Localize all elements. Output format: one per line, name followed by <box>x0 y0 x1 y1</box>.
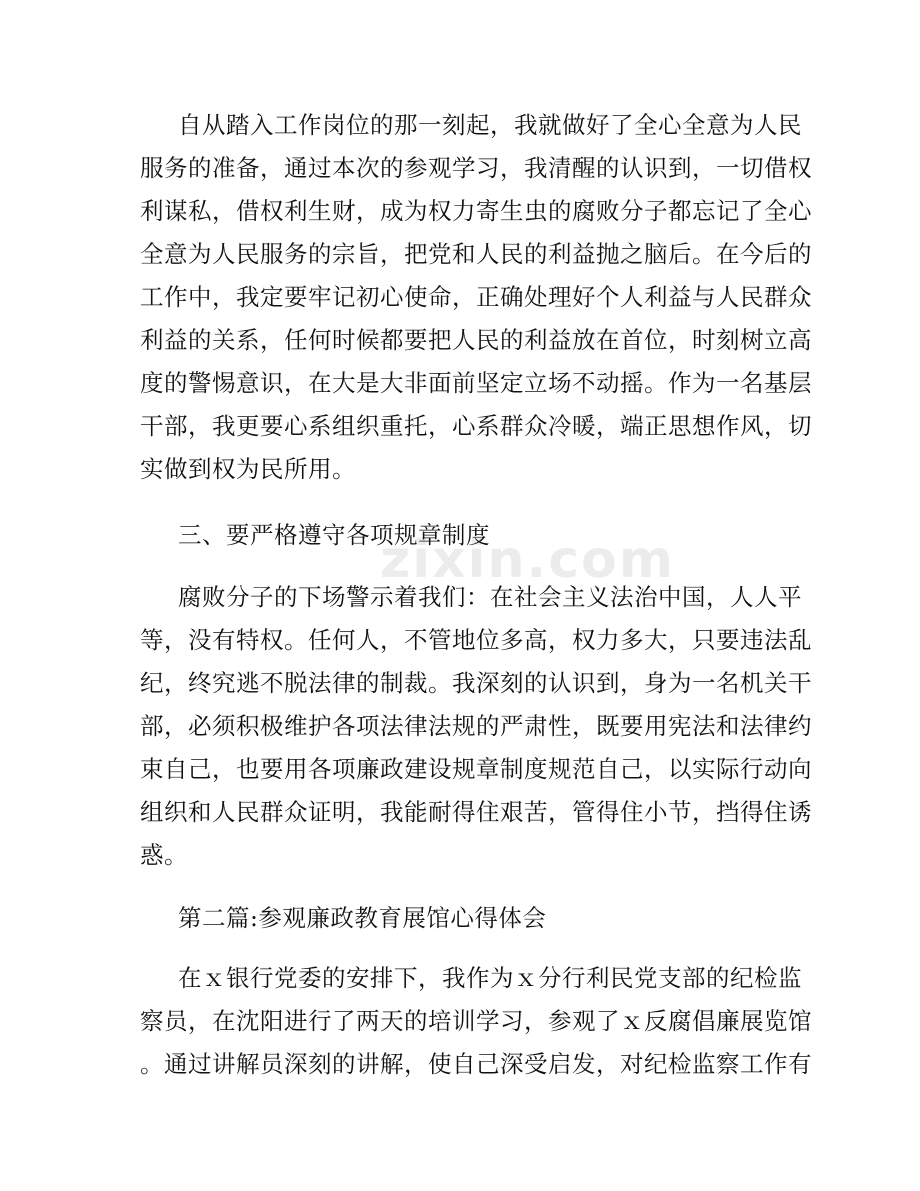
paragraph-2-line-3: 纪，终究逃不脱法律的制裁。我深刻的认识到，身为一名机关干 <box>140 669 812 697</box>
paragraph-2-line-1: 腐败分子的下场警示着我们：在社会主义法治中国，人人平 <box>178 583 802 611</box>
article-heading-2: 第二篇:参观廉政教育展馆心得体会 <box>178 904 547 932</box>
paragraph-1-line-5: 工作中，我定要牢记初心使命，正确处理好个人利益与人民群众 <box>140 283 812 311</box>
paragraph-2-line-2: 等，没有特权。任何人，不管地位多高，权力多大，只要违法乱 <box>140 626 812 654</box>
paragraph-1-line-4: 全意为人民服务的宗旨，把党和人民的利益抛之脑后。在今后的 <box>140 240 812 268</box>
paragraph-3-line-3: 。通过讲解员深刻的讲解，使自己深受启发，对纪检监察工作有 <box>140 1050 812 1078</box>
paragraph-2-line-6: 组织和人民群众证明，我能耐得住艰苦，管得住小节，挡得住诱 <box>140 798 812 826</box>
paragraph-2-line-5: 束自己，也要用各项廉政建设规章制度规范自己，以实际行动向 <box>140 755 812 783</box>
paragraph-1-line-2: 服务的准备，通过本次的参观学习，我清醒的认识到，一切借权 <box>140 154 812 182</box>
watermark: zixin.com <box>380 530 675 590</box>
paragraph-1-line-1: 自从踏入工作岗位的那一刻起，我就做好了全心全意为人民 <box>178 111 802 139</box>
paragraph-2-line-4: 部，必须积极维护各项法律法规的严肃性，既要用宪法和法律约 <box>140 712 812 740</box>
paragraph-1-line-3: 利谋私，借权利生财，成为权力寄生虫的腐败分子都忘记了全心 <box>140 197 812 225</box>
paragraph-1-line-9: 实做到权为民所用。 <box>140 455 356 483</box>
paragraph-3-line-2: 察员，在沈阳进行了两天的培训学习，参观了ｘ反腐倡廉展览馆 <box>140 1007 812 1035</box>
section-heading-3: 三、要严格遵守各项规章制度 <box>178 521 490 549</box>
paragraph-2-line-7: 惑。 <box>140 841 188 869</box>
paragraph-1-line-8: 干部，我更要心系组织重托，心系群众冷暖，端正思想作风，切 <box>140 412 812 440</box>
paragraph-1-line-6: 利益的关系，任何时候都要把人民的利益放在首位，时刻树立高 <box>140 326 812 354</box>
paragraph-3-line-1: 在ｘ银行党委的安排下，我作为ｘ分行利民党支部的纪检监 <box>178 964 802 992</box>
paragraph-1-line-7: 度的警惕意识，在大是大非面前坚定立场不动摇。作为一名基层 <box>140 369 812 397</box>
